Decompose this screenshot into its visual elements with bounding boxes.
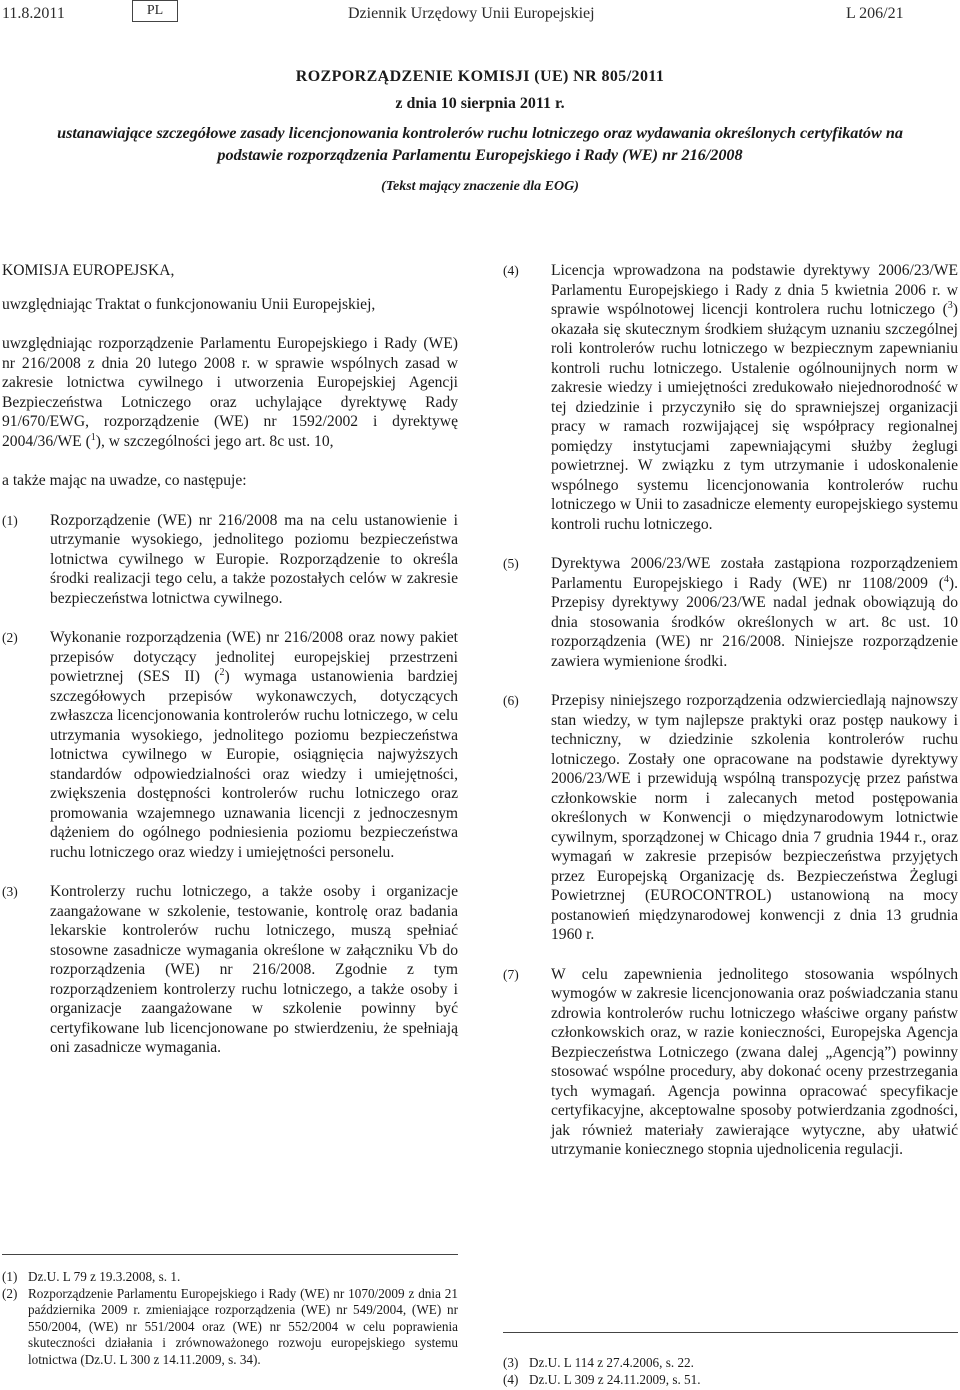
- footnote-1: [2, 1269, 458, 1286]
- recital-4: [503, 261, 958, 534]
- recital-7: [503, 965, 958, 1160]
- footnote-text: Dz.U. L 114 z 27.4.2006, s. 22.: [529, 1355, 694, 1370]
- footnotes-left: [2, 1254, 458, 1369]
- recital-number: (7): [503, 966, 519, 982]
- footnote-text: Dz.U. L 309 z 24.11.2009, s. 51.: [529, 1371, 701, 1387]
- footnotes-right: [503, 1332, 958, 1388]
- recital-number: (2): [2, 630, 18, 645]
- recital-text-a: Dyrektywa 2006/23/WE została zastąpiona rozporządzeniem Parlamentu Europejskiego i Rady (WE) nr 1108/2009 (: [551, 555, 958, 592]
- recital-text-a: Licencja wprowadzona na podstawie dyrektywy 2006/23/WE Parlamentu Europejskiego i Rady z dnia 5 kwietnia 2006 r. w sprawie wspólnotowej licencji kontrolera ruchu lotniczego (: [551, 262, 958, 318]
- recital-text: Kontrolerzy ruchu lotniczego, a także osoby i organizacje zaangażowane w szkolenie, testowanie, kontrolę oraz badania lekarskie kontrolerów ruchu lotniczego, muszą spełniać stosowne zasadnicze wymagania określone w załączniku Vb do rozporządzenia (WE) nr 216/2008. Zgodnie z tym rozporządzeniem kontrolerzy ruchu lotniczego, a także osoby i organizacje zaangażowane w szkolenie powinny być certyfikowane lub licencjonowane po stwierdzeniu, że spełniają oni zasadnicze wymagania.: [50, 883, 458, 1056]
- right-column: [503, 261, 958, 1180]
- document-titles: [0, 68, 960, 196]
- recital-6: [503, 691, 958, 945]
- page-reference: L 206/21: [846, 5, 904, 22]
- footnote-text: Rozporządzenie Parlamentu Europejskiego i Rady (WE) nr 1070/2009 z dnia 21 października 2009 r. zmieniające rozporządzenia (WE) nr 549/2004, (WE) nr 550/2004, (WE) nr 551/2004 oraz (WE) nr 552/2004 w celu poprawienia skuteczności działania i zrównoważonego rozwoju europejskiego systemu lotnictwa (Dz.U. L 300 z 14.11.2009, s. 34).: [28, 1285, 458, 1367]
- citation-regulation: [2, 334, 458, 451]
- recital-text-a: Wykonanie rozporządzenia (WE) nr 216/2008 oraz nowy pakiet przepisów dotyczący jednolitej europejskiej przestrzeni powietrznej (SES II) (: [50, 629, 458, 685]
- footnote-text: Dz.U. L 79 z 19.3.2008, s. 1.: [28, 1269, 181, 1284]
- header-date: 11.8.2011: [2, 5, 65, 22]
- recital-number: (6): [503, 693, 519, 708]
- recital-1: [2, 511, 458, 609]
- footnote-4: [503, 1372, 958, 1389]
- footnote-number: (4): [503, 1371, 519, 1387]
- recital-text-b: ) okazała się skutecznym środkiem służącym uznaniu szczególnej roli kontrolerów ruchu lotniczego w bezpiecznym zapewnianiu kontroli ruchu lotniczego. Ustalenie ogólnounijnych norm w zakresie wiedzy i umiejętności zredukowało niejednorodność w tej dziedzinie i przyczyniło się do sprawniejszej organizacji pracy w ramach rozwijającej się współpracy regionalnej pomiędzy instytucjami zapewniającymi służby żeglugi powietrznej. W związku z tym utrzymanie i udoskonalenie wspólnego systemu licencjonowania kontrolerów ruchu lotniczego w Unii to zasadnicze elementy europejskiego systemu kontroli ruchu lotniczego.: [551, 301, 958, 533]
- recital-number: (3): [2, 884, 18, 899]
- footnote-number: (3): [503, 1355, 519, 1370]
- footnote-number: (2): [2, 1285, 18, 1301]
- regulation-subject: ustanawiające szczegółowe zasady licencjonowania kontrolerów ruchu lotniczego oraz wydawania określonych certyfikatów na podstawie rozporządzenia Parlamentu Europejskiego i Rady (WE) nr 216/2008: [57, 124, 903, 164]
- recital-number: (4): [503, 263, 519, 278]
- footnote-ref-1: 1: [90, 431, 96, 443]
- footnote-number: (1): [2, 1269, 18, 1284]
- footnote-2: [2, 1286, 458, 1369]
- recital-text-b: ). Przepisy dyrektywy 2006/23/WE nadal jednak obowiązują do dnia stosowania środków określonych w art. 8c ust. 10 rozporządzenia (WE) nr 216/2008. Niniejsze rozporządzenie zawiera wymienione środki.: [551, 574, 958, 670]
- citation-regulation-text-a: uwzględniając rozporządzenie Parlamentu Europejskiego i Rady (WE) nr 216/2008 z dnia 20 lutego 2008 r. w sprawie wspólnych zasad w zakresie lotnictwa cywilnego i utworzenia Europejskiej Agencji Bezpieczeństwa Lotniczego oraz uchylające dyrektywę Rady 91/670/EWG, rozporządzenie (WE) nr 1592/2002 i dyrektywę 2004/36/WE (: [2, 335, 458, 450]
- regulation-title: ROZPORZĄDZENIE KOMISJI (UE) NR 805/2011: [295, 68, 665, 85]
- citation-treaty: uwzględniając Traktat o funkcjonowaniu Unii Europejskiej,: [2, 295, 376, 313]
- citation-regulation-text-b: ), w szczególności jego art. 8c ust. 10,: [95, 432, 334, 450]
- footnote-ref-2: 2: [219, 666, 225, 678]
- footnote-ref-4: 4: [943, 573, 949, 585]
- left-column: [2, 261, 458, 1078]
- page-header: [0, 0, 960, 26]
- regulation-date: z dnia 10 sierpnia 2011 r.: [395, 95, 565, 112]
- language-badge: PL: [132, 0, 178, 22]
- recital-3: [2, 882, 458, 1058]
- footnote-ref-3: 3: [947, 299, 953, 311]
- eea-relevance-note: (Tekst mający znaczenie dla EOG): [381, 179, 579, 194]
- commission-heading: KOMISJA EUROPEJSKA,: [2, 262, 175, 279]
- footnote-3: [503, 1355, 958, 1372]
- whereas-intro: a także mając na uwadze, co następuje:: [2, 472, 247, 489]
- recital-text: Przepisy niniejszego rozporządzenia odzwierciedlają najnowszy stan wiedzy, w tym najlepsze praktyki oraz postęp naukowy i techniczny, w dziedzinie szkolenia kontrolerów ruchu lotniczego. Zostały one opracowane na podstawie dyrektywy 2006/23/WE i przewidują wspólną transpozycję przez państwa członkowskie norm i zalecanych metod postępowania określonych w Konwencji o międzynarodowym lotnictwie cywilnym, sporządzonej w Chicago dnia 7 grudnia 1944 r., oraz wymagań w zakresie przepisów bezpieczeństwa przyjętych przez Europejską Organizację ds. Bezpieczeństwa Żeglugi Powietrznej (EUROCONTROL) ustanowioną na mocy postanowień międzynarodowej konwencji z dnia 13 grudnia 1960 r.: [551, 692, 958, 943]
- recital-text: W celu zapewnienia jednolitego stosowania wspólnych wymogów w zakresie licencjonowania oraz poświadczania stanu zdrowia kontrolerów ruchu lotniczego właściwe organy państw członkowskich oraz, w razie konieczności, Europejska Agencja Bezpieczeństwa Lotniczego (zwana dalej „Agencją”) powinny stosować wspólne procedury, aby dokonać oceny przestrzegania tych wymagań. Agencja powinna opracować specyfikacje certyfikacyjne, akceptowalne sposoby potwierdzania zgodności, jak również materiały zawierające wytyczne, aby ułatwić utrzymanie koniecznego stopnia ujednolicenia regulacji.: [551, 965, 958, 1158]
- recital-text-b: ) wymaga ustanowienia bardziej szczegółowych przepisów wykonawczych, dotyczących zwłaszcza licencjonowania kontrolerów ruchu lotniczego, w celu utrzymania wysokiego, jednolitego poziomu bezpieczeństwa lotnictwa cywilnego w Europie, osiągnięcia najwyższych standardów odpowiedzialności oraz wiedzy i umiejętności, zwiększenia dostępności kontrolerów ruchu lotniczego oraz promowania wzajemnego uznawania licencji z jednoczesnym dążeniem do ogólnego podniesienia poziomu bezpieczeństwa ruchu lotniczego oraz wiedzy i umiejętności personelu.: [50, 668, 458, 861]
- recital-number: (5): [503, 556, 519, 571]
- recital-5: [503, 554, 958, 671]
- recital-text: Rozporządzenie (WE) nr 216/2008 ma na celu ustanowienie i utrzymanie wysokiego, jednolitego poziomu bezpieczeństwa lotnictwa cywilnego w Europie. Rozporządzenie to określa środki realizacji tego celu, a także pozostałych celów w zakresie bezpieczeństwa lotnictwa cywilnego.: [50, 511, 458, 607]
- recital-2: [2, 628, 458, 862]
- journal-title: Dziennik Urzędowy Unii Europejskiej: [348, 5, 595, 22]
- recital-number: (1): [2, 512, 18, 528]
